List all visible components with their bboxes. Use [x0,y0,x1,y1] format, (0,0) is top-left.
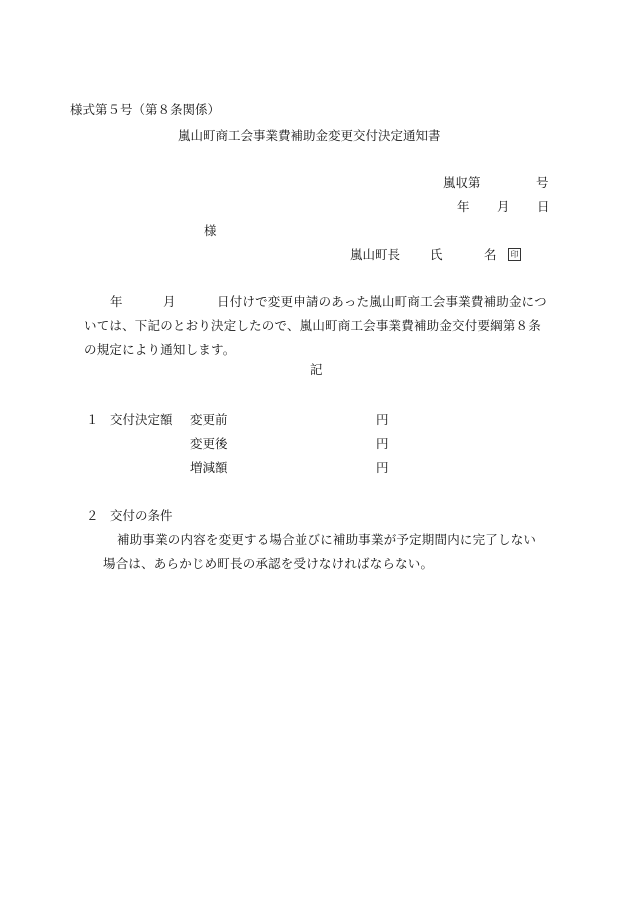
item2-line-1: 補助事業の内容を変更する場合並びに補助事業が予定期間内に完了しない [117,532,537,547]
item2-number: ２ [86,508,99,523]
item2-heading: 交付の条件 [110,508,173,523]
date-year: 年 [457,199,470,214]
item1-row-before-unit: 円 [376,412,389,427]
doc-number-suffix: 号 [536,175,549,190]
body-line-3: の規定により通知します。 [84,342,236,357]
document-title: 嵐山町商工会事業費補助金変更交付決定通知書 [178,128,441,143]
seal-label: 印 [510,250,519,259]
form-number: 様式第５号（第８条関係） [70,102,221,117]
body-line-1: 日付けで変更申請のあった嵐山町商工会事業費補助金につ [217,294,547,309]
item1-row-after-label: 変更後 [190,436,228,451]
item1-heading: 交付決定額 [110,412,173,427]
issuer-name-label-2: 名 [484,247,497,262]
item2-line-2: 場合は、あらかじめ町長の承認を受けなければならない。 [103,556,434,571]
issuer-title: 嵐山町長 [350,247,401,262]
item1-row-diff-label: 増減額 [190,460,228,475]
body-year: 年 [110,294,123,309]
doc-number-prefix: 嵐収第 [443,175,481,190]
seal-mark [508,248,521,261]
body-line-2: いては、下記のとおり決定したので、嵐山町商工会事業費補助金交付要綱第８条 [84,318,541,333]
date-day: 日 [537,199,550,214]
body-month: 月 [163,294,176,309]
item1-number: １ [86,412,99,427]
item1-row-after-unit: 円 [376,436,389,451]
date-month: 月 [497,199,510,214]
item1-row-before-label: 変更前 [190,412,228,427]
item1-row-diff-unit: 円 [376,460,389,475]
addressee-honorific: 様 [204,223,217,238]
ki-label: 記 [310,362,323,377]
issuer-name-label-1: 氏 [430,247,443,262]
